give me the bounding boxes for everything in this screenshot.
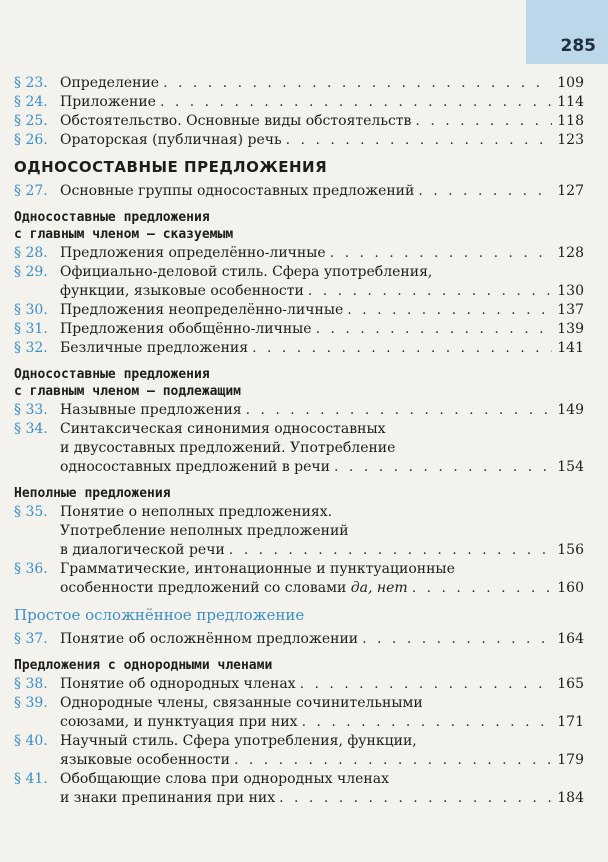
entry-line [60, 339, 584, 358]
entry-title [60, 74, 159, 93]
entry-title [60, 282, 304, 301]
dot-leader [300, 675, 552, 694]
entry-line [60, 630, 584, 649]
entry-title [60, 320, 312, 339]
entry-line [60, 244, 584, 263]
page-ref: 179 [557, 752, 584, 768]
entry-title [60, 751, 230, 770]
entry-title-text: Официально-деловой стиль. Сфера употребления, [60, 264, 433, 280]
toc-entry[interactable] [14, 420, 584, 477]
entry-title [60, 401, 242, 420]
page-ref: 128 [557, 245, 584, 261]
entry-line [60, 732, 584, 751]
section-number: § 39. [14, 695, 48, 711]
entry-title-text: в диалогической речи [60, 542, 225, 558]
entry-title [60, 420, 386, 439]
entry-body [60, 301, 584, 320]
entry-body [60, 732, 584, 770]
entry-body [60, 320, 584, 339]
dot-leader [412, 579, 552, 598]
section-number: § 23. [14, 75, 48, 91]
section-number: § 28. [14, 245, 48, 261]
section-number: § 26. [14, 132, 48, 148]
entry-title-text: односоставных предложений в речи [60, 459, 331, 475]
entry-title-text: Однородные члены, связанные сочинительными [60, 695, 423, 711]
toc-entry[interactable] [14, 503, 584, 560]
subheading-line: Неполные предложения [14, 486, 171, 501]
toc-entry[interactable] [14, 74, 584, 93]
entry-title-text: Синтаксическая синонимия односоставных [60, 421, 386, 437]
dot-leader [362, 630, 552, 649]
entry-title [60, 789, 275, 808]
entry-line [60, 320, 584, 339]
entry-title [60, 112, 411, 131]
entry-title [60, 770, 389, 789]
part-title: Простое осложнённое предложение [14, 606, 305, 624]
toc-entry[interactable] [14, 301, 584, 320]
section-number: § 41. [14, 771, 48, 787]
entry-body [60, 244, 584, 263]
entry-title-text: Предложения неопределённо-личные [60, 302, 344, 318]
entry-title [60, 630, 358, 649]
entry-title [60, 339, 248, 358]
entry-title-text: Основные группы односоставных предложений [60, 183, 415, 199]
page-ref: 149 [557, 402, 584, 418]
entry-line [60, 282, 584, 301]
entry-line [60, 182, 584, 201]
entry-line [60, 675, 584, 694]
entry-title-text: союзами, и пунктуация при них [60, 714, 298, 730]
dot-leader [347, 301, 552, 320]
page-ref: 127 [557, 183, 584, 199]
entry-line [60, 401, 584, 420]
subheading-line: Односоставные предложения [14, 210, 210, 225]
entry-body [60, 131, 584, 150]
page-ref: 160 [557, 580, 584, 596]
toc-entry[interactable] [14, 560, 584, 598]
subheading-line: Предложения с однородными членами [14, 658, 273, 673]
entry-body [60, 675, 584, 694]
subheading-line: Односоставные предложения [14, 367, 210, 382]
toc-entry[interactable] [14, 112, 584, 131]
entry-line [60, 74, 584, 93]
dot-leader [246, 401, 552, 420]
entry-title [60, 503, 332, 522]
entry-line [60, 263, 584, 282]
section-number: § 31. [14, 321, 48, 337]
section-number: § 32. [14, 340, 48, 356]
dot-leader [330, 244, 552, 263]
section-subheading [14, 657, 584, 674]
entry-line [60, 560, 584, 579]
entry-title [60, 131, 282, 150]
page-ref: 164 [557, 631, 584, 647]
entry-title-text: Обобщающие слова при однородных членах [60, 771, 389, 787]
entry-title-text: Понятие о неполных предложениях. [60, 504, 333, 520]
toc-entry[interactable] [14, 339, 584, 358]
entry-title-text: Грамматические, интонационные и пунктуационные [60, 561, 455, 577]
entry-title-text: Приложение [60, 94, 156, 110]
table-of-contents [14, 74, 584, 808]
page-ref: 165 [557, 676, 584, 692]
section-number: § 34. [14, 421, 48, 437]
entry-title-text: языковые особенности [60, 752, 230, 768]
entry-body [60, 420, 584, 477]
page-ref: 141 [557, 340, 584, 356]
section-subheading [14, 209, 584, 243]
toc-entry[interactable] [14, 244, 584, 263]
entry-line [60, 112, 584, 131]
entry-body [60, 93, 584, 112]
entry-title-text: Предложения обобщённо-личные [60, 321, 312, 337]
dot-leader [302, 713, 552, 732]
page-ref: 184 [557, 790, 584, 806]
entry-title-text: Употребление неполных предложений [60, 523, 349, 539]
section-number: § 30. [14, 302, 48, 318]
dot-leader [334, 458, 552, 477]
section-number: § 35. [14, 504, 48, 520]
entry-title [60, 244, 326, 263]
entry-line [60, 522, 584, 541]
entry-title [60, 732, 417, 751]
section-number: § 38. [14, 676, 48, 692]
page-ref: 118 [557, 113, 584, 129]
section-number: § 24. [14, 94, 48, 110]
entry-title-text: функции, языковые особенности [60, 283, 304, 299]
entry-title-text: Определение [60, 75, 160, 91]
subheading-line: с главным членом — сказуемым [14, 227, 234, 242]
entry-title-text: Научный стиль. Сфера употребления, функции, [60, 733, 417, 749]
toc-entry[interactable] [14, 93, 584, 112]
entry-line [60, 503, 584, 522]
entry-body [60, 770, 584, 808]
entry-title-text: Ораторская (публичная) речь [60, 132, 282, 148]
entry-body [60, 74, 584, 93]
page-number: 285 [560, 36, 596, 56]
page-ref: 109 [557, 75, 584, 91]
entry-body [60, 263, 584, 301]
entry-title [60, 541, 225, 560]
toc-entry[interactable] [14, 732, 584, 770]
entry-title [60, 93, 156, 112]
dot-leader [234, 751, 552, 770]
toc-entry[interactable] [14, 320, 584, 339]
section-subheading [14, 485, 584, 502]
dot-leader [229, 541, 552, 560]
entry-title [60, 182, 414, 201]
page-ref: 156 [557, 542, 584, 558]
entry-title-text: Безличные предложения [60, 340, 249, 356]
dot-leader [418, 182, 552, 201]
entry-body [60, 503, 584, 560]
entry-line [60, 131, 584, 150]
page-ref: 154 [557, 459, 584, 475]
entry-line [60, 579, 584, 598]
entry-title [60, 560, 455, 579]
entry-title-text: и двусоставных предложений. Употребление [60, 440, 396, 456]
entry-title-text: и знаки препинания при них [60, 790, 276, 806]
section-number: § 40. [14, 733, 48, 749]
section-number: § 29. [14, 264, 48, 280]
entry-line [60, 301, 584, 320]
entry-title [60, 579, 408, 598]
entry-line [60, 541, 584, 560]
entry-body [60, 560, 584, 598]
dot-leader [252, 339, 552, 358]
dot-leader [279, 789, 552, 808]
entry-title [60, 263, 432, 282]
entry-title-text: Предложения определённо-личные [60, 245, 326, 261]
entry-line [60, 789, 584, 808]
entry-line [60, 420, 584, 439]
dot-leader [415, 112, 552, 131]
entry-line [60, 751, 584, 770]
dot-leader [160, 93, 552, 112]
entry-body [60, 339, 584, 358]
part-title: ОДНОСОСТАВНЫЕ ПРЕДЛОЖЕНИЯ [14, 158, 328, 176]
entry-title [60, 458, 330, 477]
italic-words: да, нет [350, 580, 408, 596]
entry-title [60, 675, 296, 694]
toc-entry[interactable] [14, 182, 584, 201]
section-subheading [14, 366, 584, 400]
page-ref: 171 [557, 714, 584, 730]
dot-leader [286, 131, 552, 150]
toc-entry[interactable] [14, 770, 584, 808]
page-ref: 123 [557, 132, 584, 148]
page-ref: 139 [557, 321, 584, 337]
entry-title [60, 522, 349, 541]
entry-title-text: Понятие об однородных членах [60, 676, 296, 692]
dot-leader [316, 320, 552, 339]
toc-entry[interactable] [14, 131, 584, 150]
entry-title-text: Обстоятельство. Основные виды обстоятельств [60, 113, 412, 129]
entry-line [60, 93, 584, 112]
toc-entry[interactable] [14, 675, 584, 694]
section-number: § 33. [14, 402, 48, 418]
entry-title-text: особенности предложений со словами [60, 580, 347, 596]
entry-title [60, 439, 395, 458]
dot-leader [163, 74, 552, 93]
toc-entry[interactable] [14, 401, 584, 420]
entry-body [60, 401, 584, 420]
entry-title [60, 301, 343, 320]
entry-body [60, 182, 584, 201]
entry-body [60, 630, 584, 649]
section-number: § 36. [14, 561, 48, 577]
entry-title [60, 694, 423, 713]
page-ref: 137 [557, 302, 584, 318]
dot-leader [308, 282, 552, 301]
page-ref: 130 [557, 283, 584, 299]
entry-line [60, 713, 584, 732]
entry-line [60, 439, 584, 458]
entry-line [60, 770, 584, 789]
entry-body [60, 112, 584, 131]
toc-entry[interactable] [14, 630, 584, 649]
entry-line [60, 458, 584, 477]
page-ref: 114 [557, 94, 584, 110]
entry-line [60, 694, 584, 713]
toc-entry[interactable] [14, 263, 584, 301]
toc-entry[interactable] [14, 694, 584, 732]
entry-title-text: Назывные предложения [60, 402, 242, 418]
subheading-line: с главным членом — подлежащим [14, 384, 241, 399]
entry-title-text: Понятие об осложнённом предложении [60, 631, 359, 647]
entry-body [60, 694, 584, 732]
section-number: § 25. [14, 113, 48, 129]
section-number: § 27. [14, 183, 48, 199]
section-number: § 37. [14, 631, 48, 647]
entry-title [60, 713, 298, 732]
